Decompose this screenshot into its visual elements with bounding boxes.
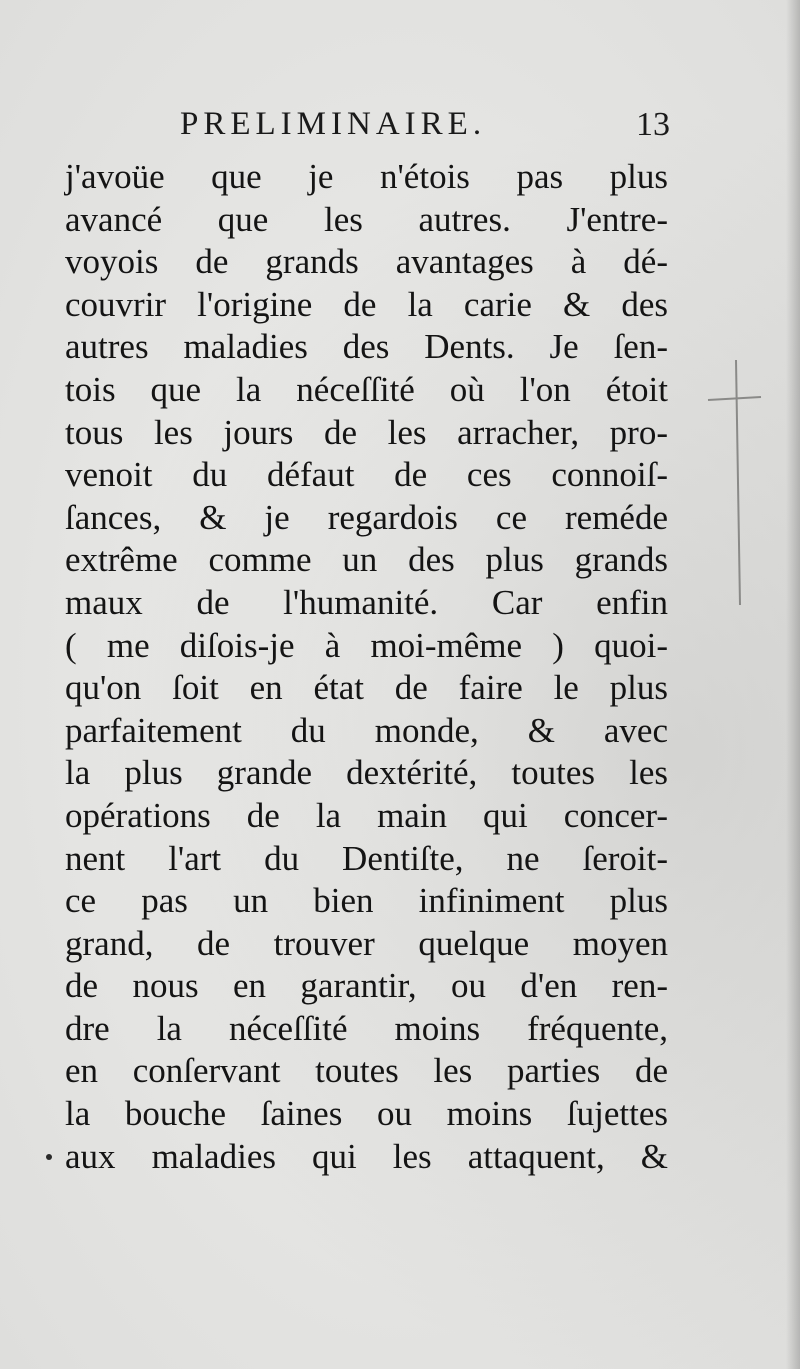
text-line: maux de l'humanité. Car enfin: [65, 582, 668, 622]
text-line: parfaitement du monde, & avec: [65, 710, 668, 750]
body-text: [65, 156, 668, 1178]
page-edge-shadow: [786, 0, 800, 1369]
text-line: tois que la néceſſité où l'on étoit: [65, 369, 668, 409]
text-line: ſances, & je regardois ce reméde: [65, 497, 668, 537]
margin-dot-icon: [44, 1152, 54, 1162]
text-line: j'avoüe que je n'étois pas plus: [65, 157, 668, 196]
text-line: ce pas un bien infiniment plus: [65, 881, 668, 921]
page-number: 13: [636, 106, 670, 143]
text-line: avancé que les autres. J'entre-: [65, 199, 668, 239]
text-line: de nous en garantir, ou d'en ren-: [65, 966, 668, 1006]
text-line: grand, de trouver quelque moyen: [65, 923, 668, 963]
text-line: autres maladies des Dents. Je ſen-: [65, 327, 668, 367]
text-line: opérations de la main qui concer-: [65, 795, 668, 835]
text-line: dre la néceſſité moins fréquente,: [65, 1008, 668, 1048]
text-line: aux maladies qui les attaquent, &: [65, 1136, 668, 1176]
running-head: PRELIMINAIRE.: [180, 106, 487, 142]
text-line: tous les jours de les arracher, pro-: [65, 412, 668, 452]
text-line: extrême comme un des plus grands: [65, 540, 668, 580]
text-line: voyois de grands avantages à dé-: [65, 242, 668, 282]
text-line: venoit du défaut de ces connoiſ-: [65, 455, 668, 495]
text-line: nent l'art du Dentiſte, ne ſeroit-: [65, 838, 668, 878]
text-line: couvrir l'origine de la carie & des: [65, 284, 668, 324]
text-line: la plus grande dextérité, toutes les: [65, 753, 668, 793]
pencil-cross-mark-icon: [706, 355, 766, 605]
text-line: qu'on ſoit en état de faire le plus: [65, 668, 668, 708]
text-line: la bouche ſaines ou moins ſujettes: [65, 1094, 668, 1134]
text-line: ( me diſois-je à moi-même ) quoi-: [65, 625, 668, 665]
page-header: [180, 106, 670, 156]
text-line: en conſervant toutes les parties de: [65, 1051, 668, 1091]
